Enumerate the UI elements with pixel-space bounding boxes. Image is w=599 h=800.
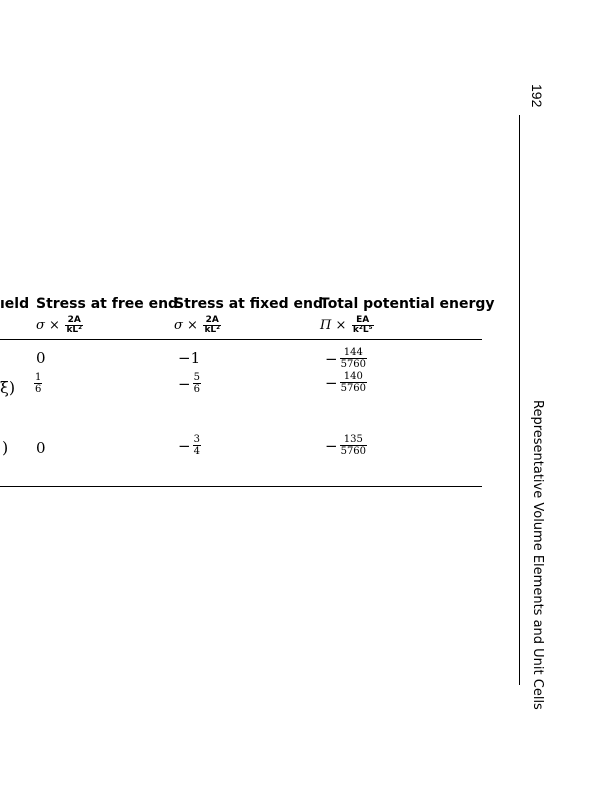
- row2-fixed-end: − $\frac{5}{6}$: [178, 372, 200, 395]
- row3-energy: − $\frac{135}{5760}$: [325, 434, 367, 457]
- header-total-potential-energy-unit: Π × $\frac{EA}{\text{k²L⁵}}$: [320, 315, 373, 335]
- row3-free-end: 0: [36, 439, 46, 457]
- table-bottom-rule: [0, 486, 482, 487]
- row2-partial: ξ): [0, 378, 16, 397]
- row2-energy: − $\frac{140}{5760}$: [325, 371, 367, 394]
- running-header: Representative Volume Elements and Unit Cells: [530, 400, 545, 710]
- header-field-partial: ıeld: [0, 296, 30, 312]
- table-header-rule: [0, 339, 482, 340]
- row2-free-end: $\frac{1}{6}$: [35, 372, 42, 395]
- row1-fixed-end: −1: [178, 349, 201, 367]
- page-number: 192: [529, 84, 545, 108]
- header-stress-fixed-end-unit: σ × $\frac{2A}{\text{kL²}}$: [174, 315, 221, 335]
- header-stress-free-end-unit: σ × $\frac{2A}{\text{kL²}}$: [36, 315, 83, 335]
- header-stress-fixed-end: Stress at fixed end: [174, 296, 324, 312]
- row1-free-end: 0: [36, 349, 46, 367]
- row1-energy: − $\frac{144}{5760}$: [325, 347, 367, 370]
- row3-fixed-end: − $\frac{3}{4}$: [178, 434, 200, 457]
- header-total-potential-energy: Total potential energy: [320, 296, 495, 312]
- row3-partial: ): [2, 438, 9, 457]
- header-stress-free-end: Stress at free end: [36, 296, 179, 312]
- margin-rule: [519, 115, 520, 685]
